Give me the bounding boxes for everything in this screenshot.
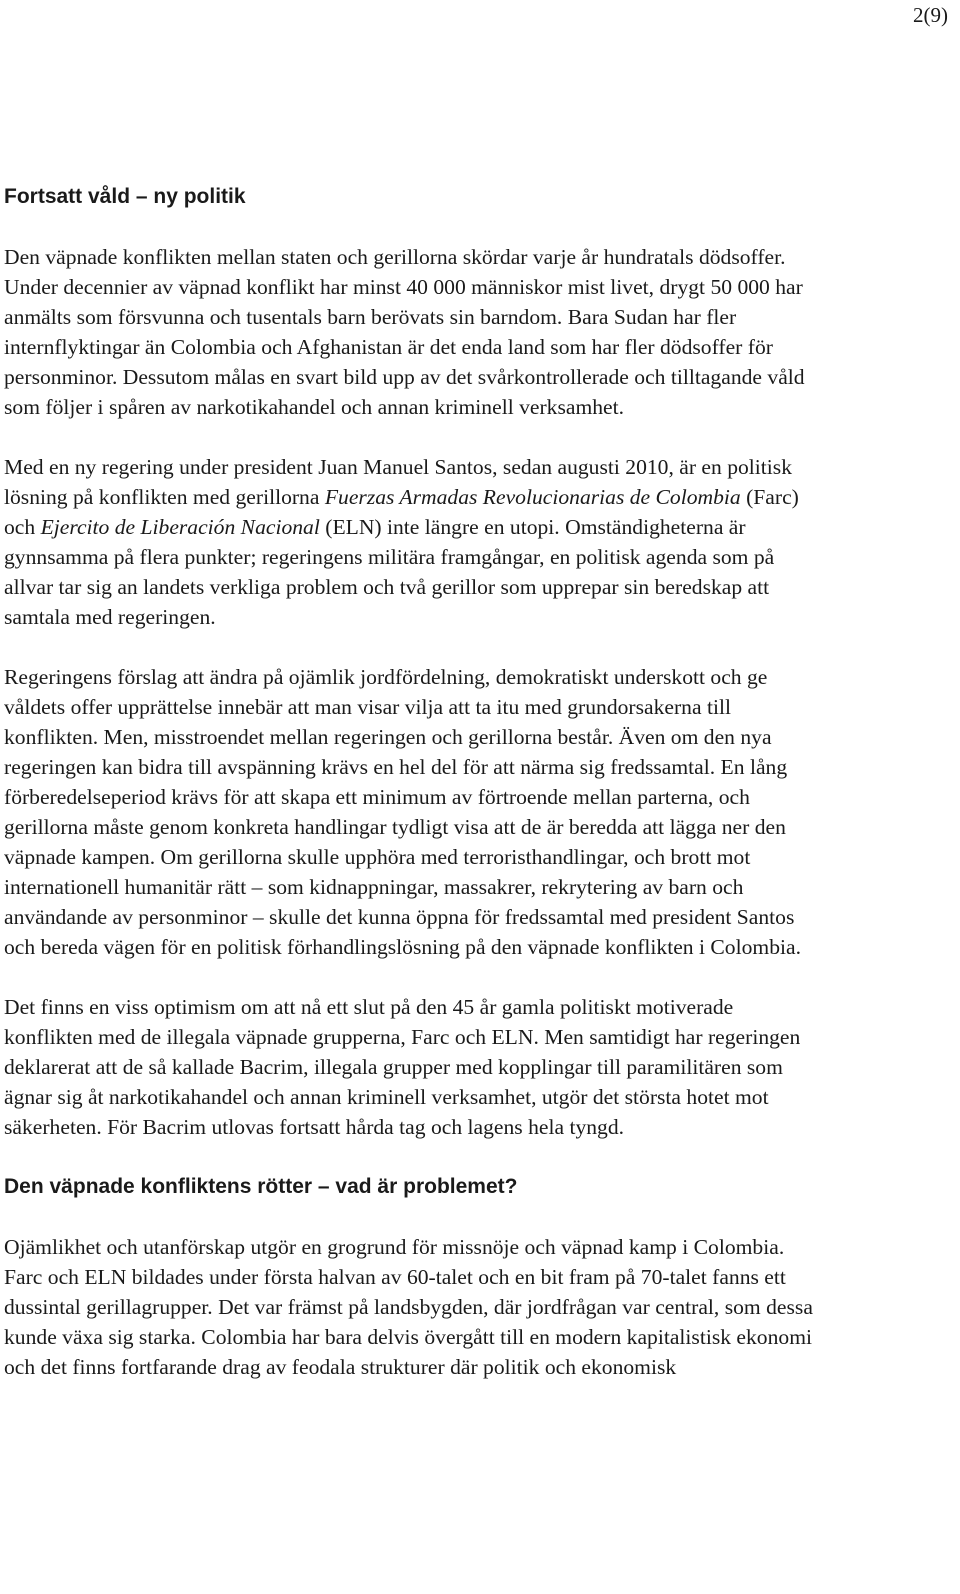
farc-name: Fuerzas Armadas Revolucionarias de Colombia: [324, 485, 741, 509]
page-number: 2(9): [913, 3, 948, 27]
eln-name: Ejercito de Liberación Nacional: [40, 515, 320, 539]
paragraph-optimism: Det finns en viss optimism om att nå ett slut på den 45 år gamla politiskt motiverade konflikten med de illegala väpnade grupperna, Farc och ELN. Men samtidigt har regeringen deklarerat att de så kallade Bacrim, illegala grupper med kopplingar till paramilitären som ägnar sig åt narkotikahandel och annan kriminell verksamhet, utgör det största hotet mot säkerheten. För Bacrim utlovas fortsatt hårda tag och lagens hela tyngd.: [4, 995, 801, 1139]
paragraph-text: Med en ny regering under president Juan Manuel Santos, sedan augusti 2010, är en politisk lösning på konflikten med gerillorna: [4, 455, 793, 509]
paragraph-new-government: [4, 452, 819, 632]
document-body: [4, 182, 819, 1382]
paragraph-inequality: Ojämlikhet och utanförskap utgör en grogrund för missnöje och väpnad kamp i Colombia. Farc och ELN bildades under första halvan av 60-talet och en bit fram på 70-talet fanns ett dussintal gerillagrupper. Det var främst på landsbygden, där jordfrågan var central, som dessa kunde växa sig starka. Colombia har bara delvis övergått till en modern kapitalistisk ekonomi och det finns fortfarande drag av feodala strukturer där politik och ekonomisk: [4, 1235, 813, 1379]
paragraph-text: (ELN) inte längre en utopi. Omständigheterna är gynnsamma på flera punkter; regeringens militära framgångar, en politisk agenda som på allvar tar sig an landets verkliga problem och två gerillor som upprepar sin beredskap att samtala med regeringen.: [4, 515, 775, 629]
section-heading-violence: Fortsatt våld – ny politik: [4, 185, 246, 208]
paragraph-government-proposal: Regeringens förslag att ändra på ojämlik jordfördelning, demokratiskt underskott och ge våldets offer upprättelse innebär att man visar vilja att ta itu med grundorsakerna till konflikten. Men, misstroendet mellan regeringen och gerillorna består. Även om den nya regeringen kan bidra till avspänning krävs en hel del för att närma sig fredssamtal. En lång förberedelseperiod krävs för att skapa ett minimum av förtroende mellan parterna, och gerillorna måste genom konkreta handlingar tydligt visa att de är beredda att lägga ner den väpnade kampen. Om gerillorna skulle upphöra med terroristhandlingar, och brott mot internationell humanitär rätt – som kidnappningar, massakrer, rekrytering av barn och användande av personminor – skulle det kunna öppna för fredssamtal med president Santos och bereda vägen för en politisk förhandlingslösning på den väpnade konflikten i Colombia.: [4, 665, 801, 959]
paragraph-text: (Farc) och: [4, 485, 799, 539]
paragraph-conflict-victims: Den väpnade konflikten mellan staten och gerillorna skördar varje år hundratals dödsoffer. Under decennier av väpnad konflikt har minst 40 000 människor mist livet, drygt 50 000 har anmälts som försvunna och tusentals barn berövats sin barndom. Bara Sudan har fler internflyktingar än Colombia och Afghanistan är det enda land som har fler dödsoffer för personminor. Dessutom målas en svart bild upp av det svårkontrollerade och tilltagande våld som följer i spåren av narkotikahandel och annan kriminell verksamhet.: [4, 245, 805, 419]
section-heading-roots: Den väpnade konfliktens rötter – vad är problemet?: [4, 1175, 518, 1198]
